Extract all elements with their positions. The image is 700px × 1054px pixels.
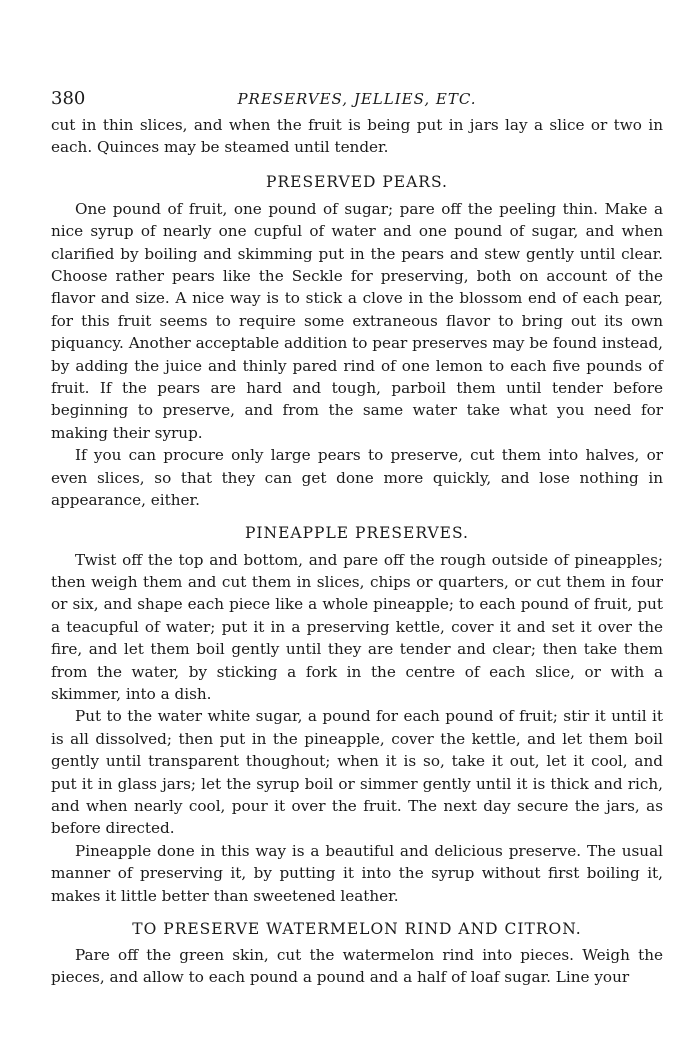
section-heading-pineapple-preserves: PINEAPPLE PRESERVES. — [245, 523, 469, 542]
page-number: 380 — [51, 88, 86, 109]
paragraph-pears-2: If you can procure only large pears to preserve, cut them into halves, or even slices, so that they can get done more quickly, and lose nothing in appearance, either. — [51, 446, 663, 510]
paragraph-pineapple-3: Pineapple done in this way is a beautiful and delicious preserve. The usual manner of preserving it, by putting it into the syrup without first boiling it, makes it little better than sweetened leather. — [51, 841, 663, 905]
paragraph-pears-1: One pound of fruit, one pound of sugar; pare off the peeling thin. Make a nice syrup of nearly one cupful of water and one pound of sugar, and when clarified by boiling and skimming put in the pears and stew gently until clear. Choose rather pears like the Seckle for preserving, both on account of the flavor and size. A nice way is to stick a clove in the blossom end of each pear, for this fruit seems to require some extraneous flavor to bring out its own piquancy. Another acceptable addition to pear preserves may be found instead, by adding the juice and thinly pared rind of one lemon to each five pounds of fruit. If the pears are hard and tough, parboil them until tender before beginning to preserve, and from the same water take what you need for making their syrup. — [51, 199, 663, 442]
paragraph-watermelon-1: Pare off the green skin, cut the watermelon rind into pieces. Weigh the pieces, and allow to each pound a pound and a half of loaf sugar. Line your — [51, 946, 663, 987]
paragraph-pineapple-2: Put to the water white sugar, a pound for each pound of fruit; stir it until it is all dissolved; then put in the pineapple, cover the kettle, and let them boil gently until transparent thoughout; when it is so, take it out, let it cool, and put it in glass jars; let the syrup boil or simmer gently until it is thick and rich, and when nearly cool, pour it over the fruit. The next day secure the jars, as before directed. — [51, 707, 663, 838]
intro-paragraph: cut in thin slices, and when the fruit is being put in jars lay a slice or two in each. Quinces may be steamed until tender. — [51, 116, 663, 157]
section-heading-watermelon-rind: TO PRESERVE WATERMELON RIND AND CITRON. — [132, 920, 582, 938]
running-title: PRESERVES, JELLIES, ETC. — [237, 90, 477, 108]
running-head — [51, 88, 663, 114]
section-heading-preserved-pears: PRESERVED PEARS. — [266, 172, 448, 191]
paragraph-pineapple-1: Twist off the top and bottom, and pare off the rough outside of pineapples; then weigh them and cut them in slices, chips or quarters, or cut them in four or six, and shape each piece like a whole pineapple; to each pound of fruit, put a teacupful of water; put it in a preserving kettle, cover it and set it over the fire, and let them boil gently until they are tender and clear; then take them from the water, by sticking a fork in the centre of each slice, or with a skimmer, into a dish. — [51, 550, 663, 703]
book-page — [51, 88, 663, 989]
